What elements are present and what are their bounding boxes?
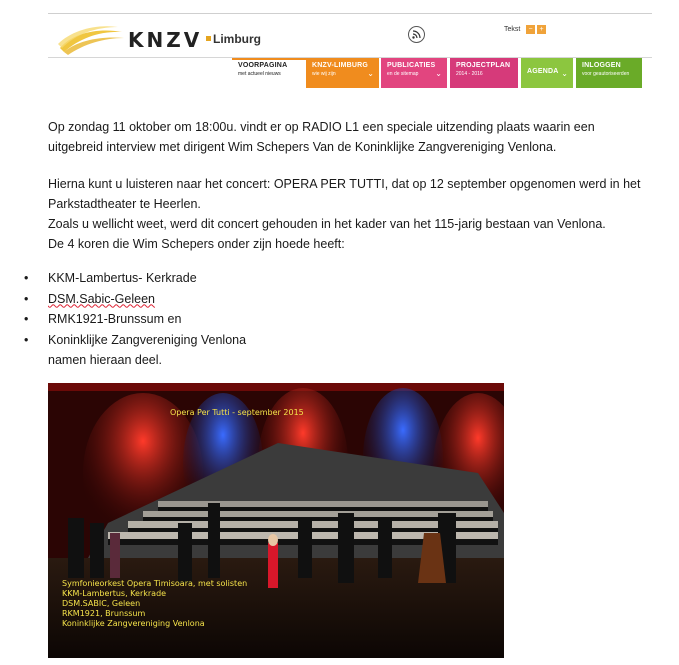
caption-line: Symfonieorkest Opera Timisoara, met solisten: [62, 579, 248, 588]
choir-name: DSM.Sabic-Geleen: [48, 291, 155, 306]
caption-line: DSM.SABIC, Geleen: [62, 599, 141, 608]
chevron-down-icon: ⌄: [561, 69, 568, 78]
bullet-icon: •: [24, 291, 29, 306]
text-smaller-button[interactable]: −: [526, 25, 535, 34]
nav-sublabel: en de sitemap: [387, 71, 419, 77]
nav-label: AGENDA: [527, 68, 559, 75]
concert-photo[interactable]: [48, 383, 504, 658]
nav-label: INLOGGEN: [582, 62, 621, 69]
list-item: [24, 309, 246, 330]
nav-voorpagina[interactable]: [232, 58, 306, 88]
nav-sublabel: met actueel nieuws: [238, 71, 281, 77]
nav-label: KNZV-LIMBURG: [312, 62, 369, 69]
site-header: [48, 14, 652, 59]
logo-wordmark: KNZV: [128, 28, 203, 52]
photo-caption: [62, 579, 247, 629]
choir-name: RMK1921-Brunssum en: [48, 312, 182, 326]
text-larger-button[interactable]: +: [537, 25, 546, 34]
logo-dot: [206, 36, 211, 41]
nav-sublabel: wie wij zijn: [312, 71, 336, 77]
text-size-label: Tekst: [504, 26, 521, 33]
nav-inloggen[interactable]: [576, 58, 642, 88]
photo-title: Opera Per Tutti - september 2015: [170, 408, 304, 417]
nav-label: PROJECTPLAN: [456, 62, 511, 69]
chevron-down-icon: ⌄: [435, 69, 442, 78]
list-closing: namen hieraan deel.: [48, 353, 162, 367]
caption-line: KKM-Lambertus, Kerkrade: [62, 589, 167, 598]
logo-region: Limburg: [213, 32, 261, 46]
swoosh-logo-icon: [56, 22, 126, 56]
concert-text-2: Zoals u wellicht weet, werd dit concert gehouden in het kader van het 115-jarig bestaan van Venlona.: [48, 217, 606, 231]
nav-projectplan[interactable]: [450, 58, 518, 88]
nav-sublabel: 2014 - 2016: [456, 71, 483, 77]
choir-name: KKM-Lambertus- Kerkrade: [48, 271, 197, 285]
rss-icon[interactable]: [408, 26, 425, 43]
concert-text-3: De 4 koren die Wim Schepers onder zijn hoede heeft:: [48, 237, 345, 251]
nav-knzv-limburg[interactable]: [306, 58, 379, 88]
bullet-icon: •: [24, 271, 29, 285]
active-indicator: [232, 58, 306, 60]
caption-line: RKM1921, Brunssum: [62, 609, 146, 618]
nav-agenda[interactable]: [521, 58, 573, 88]
knzv-logo[interactable]: [56, 22, 276, 62]
list-item: [24, 289, 246, 310]
chevron-down-icon: ⌄: [367, 69, 374, 78]
nav-label: PUBLICATIES: [387, 62, 436, 69]
concert-text-1: Hierna kunt u luisteren naar het concert: OPERA PER TUTTI, dat op 12 september opgenomen werd in het Parkstadtheater te Heerlen.: [48, 177, 641, 211]
nav-sublabel: voor geautoriseerden: [582, 71, 630, 77]
nav-publicaties[interactable]: [381, 58, 447, 88]
bullet-icon: •: [24, 332, 29, 347]
concert-paragraph: [48, 174, 648, 254]
caption-line: Koninklijke Zangvereniging Venlona: [62, 619, 205, 628]
intro-paragraph: Op zondag 11 oktober om 18:00u. vindt er op RADIO L1 een speciale uitzending plaats waarin een uitgebreid interview met dirigent Wim Schepers Van de Koninklijke Zangvereniging Venlona.: [48, 120, 595, 154]
nav-label: VOORPAGINA: [238, 62, 288, 69]
choir-list: [24, 268, 246, 371]
choir-name: Koninklijke Zangvereniging Venlona: [48, 332, 247, 347]
bullet-icon: •: [24, 312, 29, 326]
list-item: [24, 330, 246, 351]
list-item: [24, 268, 246, 289]
